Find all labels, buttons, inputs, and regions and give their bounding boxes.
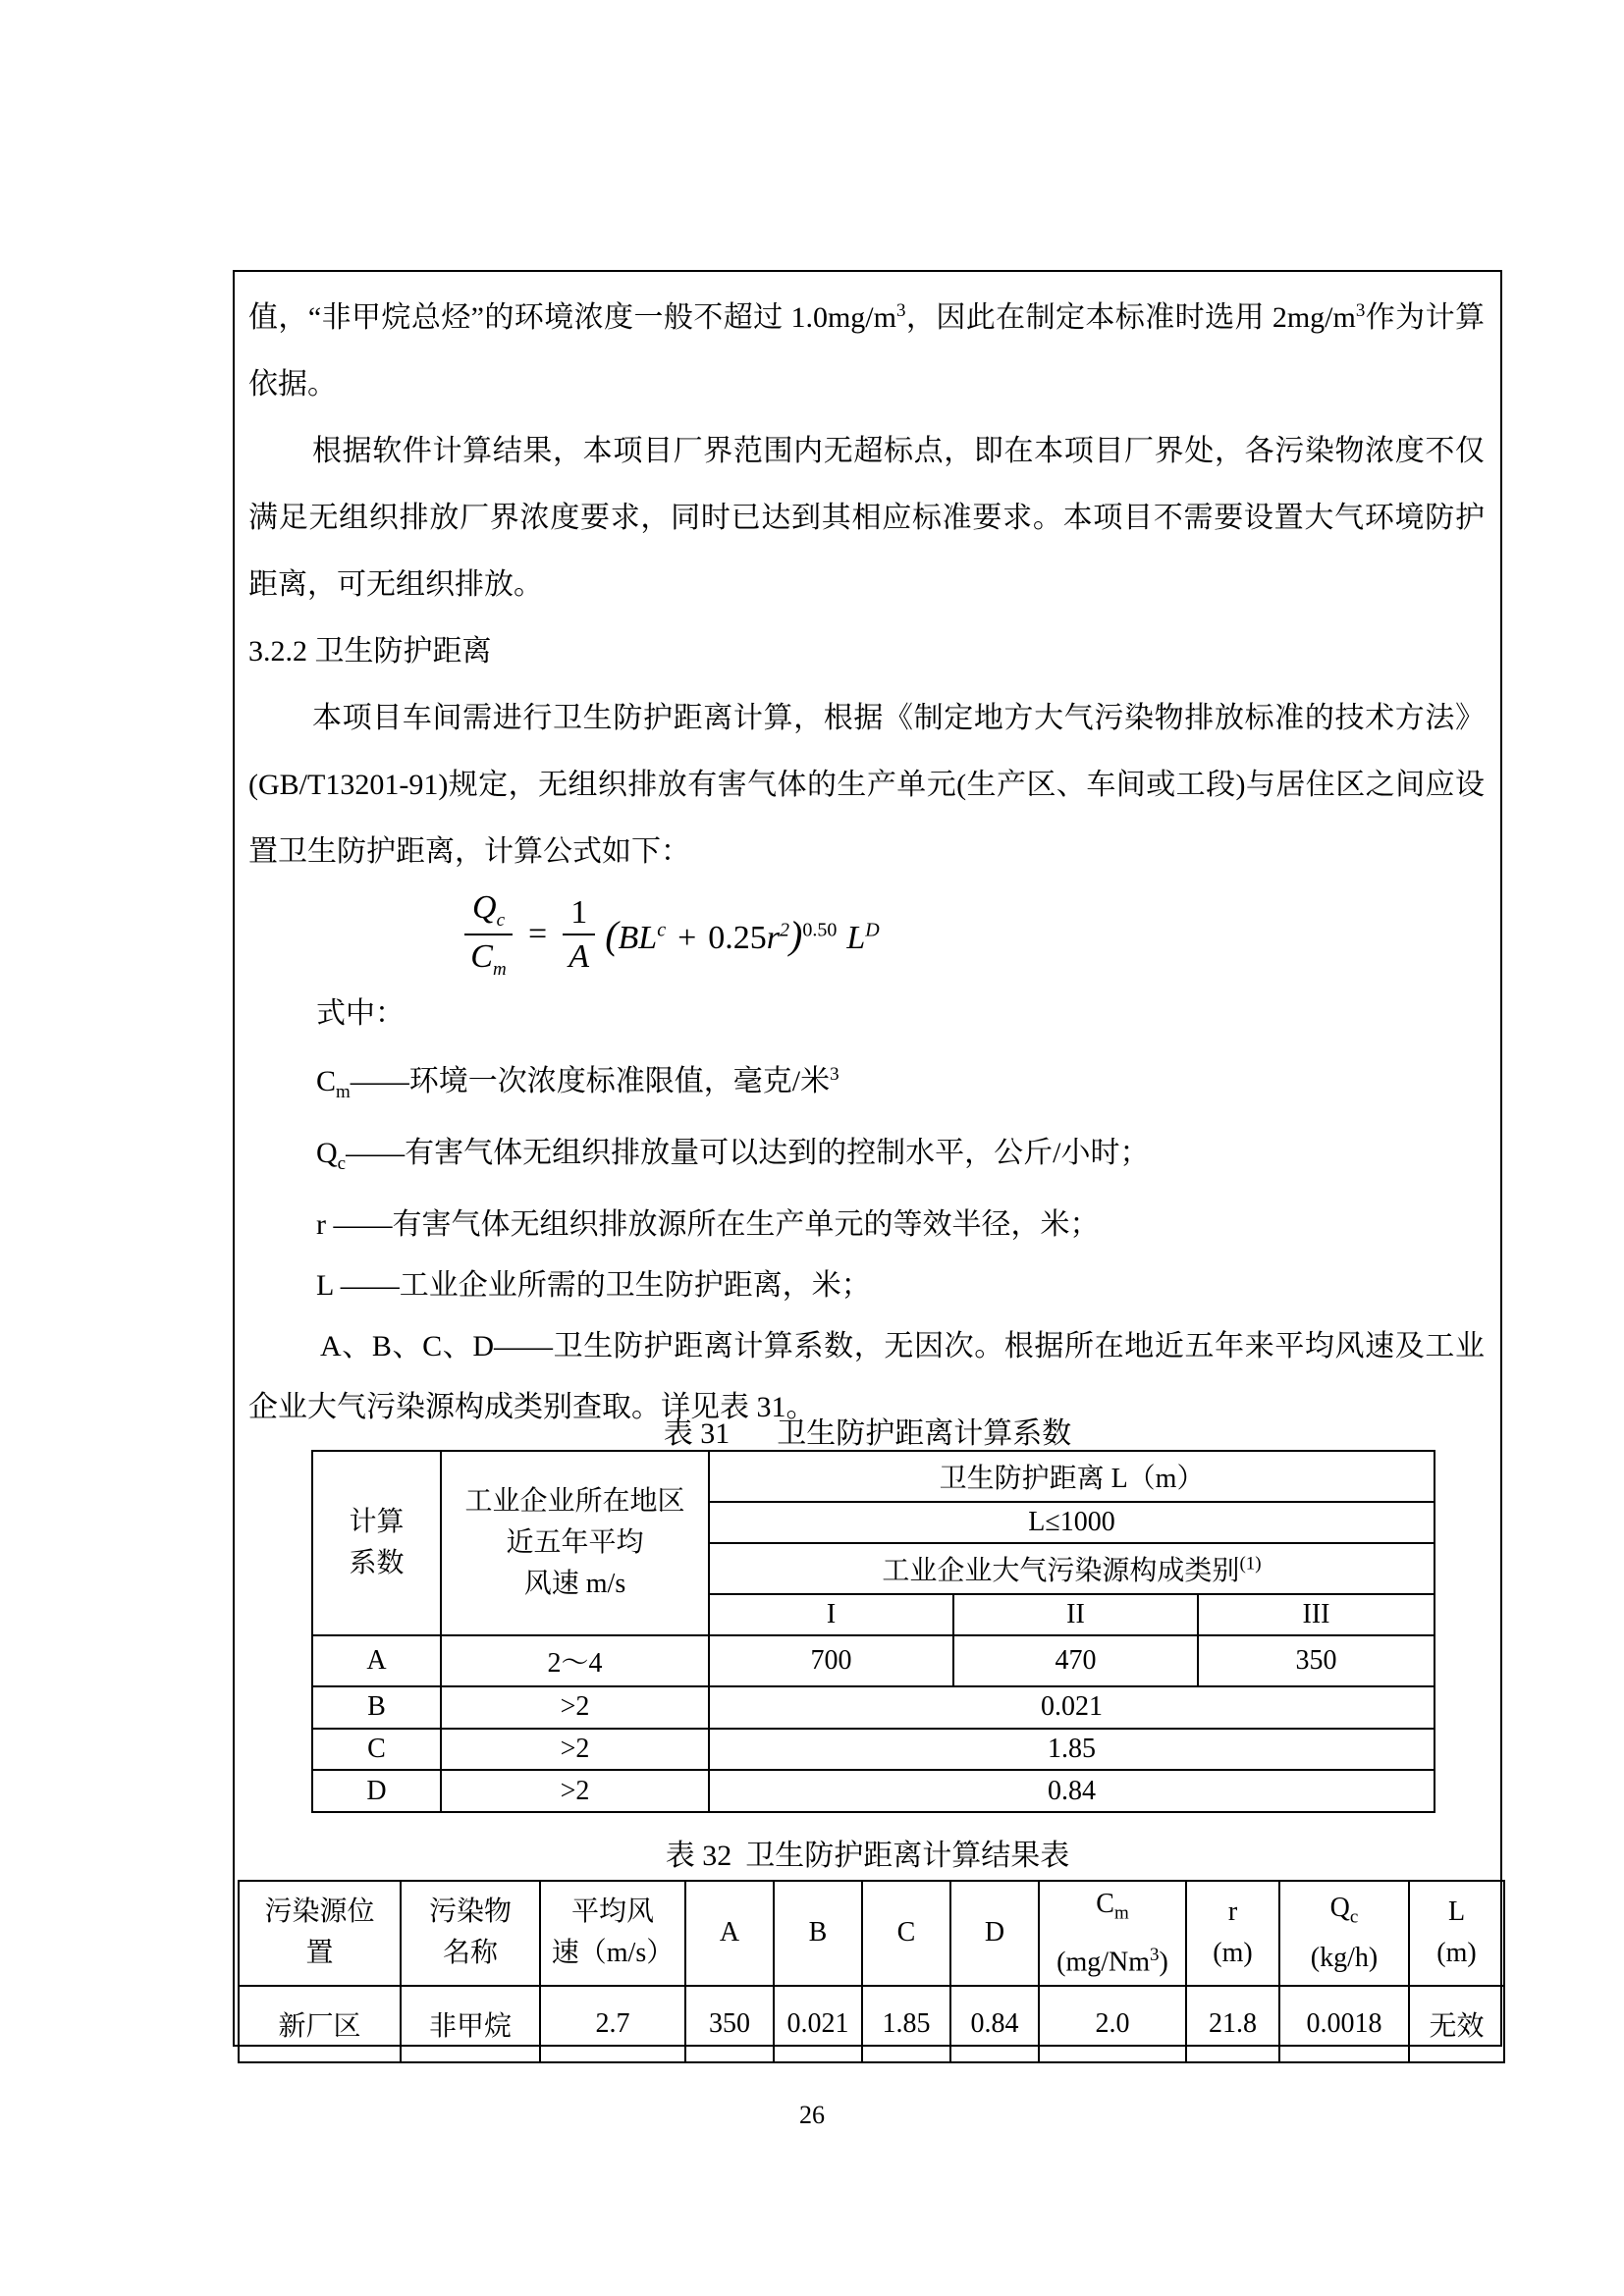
category-II: II bbox=[953, 1594, 1198, 1636]
open-paren: ( bbox=[605, 912, 619, 957]
superscript-cubed: 3 bbox=[895, 300, 906, 321]
close-paren: ) bbox=[789, 912, 803, 957]
wind-line1: 工业企业所在地区 bbox=[464, 1486, 685, 1518]
category-I: I bbox=[709, 1594, 953, 1636]
header-source: 污染源位 置 bbox=[239, 1881, 401, 1986]
superscript-cubed: 3 bbox=[830, 1064, 839, 1085]
definition-cm bbox=[316, 1044, 1485, 1123]
formula-equals-sign: = bbox=[528, 916, 548, 952]
definition-qc bbox=[316, 1123, 1485, 1195]
header-qc: $Q_c$ (kg/h) bbox=[1279, 1881, 1409, 1986]
formula-rhs-fraction bbox=[563, 893, 595, 976]
symbol-qc: Q bbox=[316, 1137, 338, 1169]
table32-caption bbox=[235, 1835, 1500, 1878]
table-31-coefficients bbox=[311, 1450, 1435, 1813]
table32-header-row bbox=[239, 1881, 1504, 1986]
header-l: L (m) bbox=[1409, 1881, 1504, 1986]
value-A-II: 470 bbox=[953, 1635, 1198, 1686]
table31-caption-title: 卫生防护距离计算系数 bbox=[777, 1417, 1072, 1450]
symbol-qc-sub: c bbox=[337, 1153, 347, 1174]
definition-l-text: ——工业企业所需的卫生防护距离，米； bbox=[333, 1269, 871, 1302]
cell-qc: 0.0018 bbox=[1279, 1986, 1409, 2062]
paragraph1-part3: 作为计算依据。 bbox=[248, 301, 1485, 400]
value-A-I: 700 bbox=[709, 1635, 953, 1686]
formula-expression bbox=[605, 912, 880, 958]
cell-source: 新厂区 bbox=[239, 1986, 401, 2062]
table-32-results bbox=[238, 1880, 1505, 2063]
header-pollutant: 污染物 名称 bbox=[401, 1881, 540, 1986]
coef-C: C bbox=[312, 1729, 441, 1771]
formula-term-bl: BL bbox=[618, 919, 658, 956]
paragraph1-part1: 值，“非甲烷总烃”的环境浓度一般不超过 1.0mg/m bbox=[248, 301, 896, 334]
plus-sign: + bbox=[677, 919, 697, 956]
corner-line1: 计算 bbox=[349, 1507, 405, 1538]
coef-A: A bbox=[312, 1635, 441, 1686]
formula-q-symbol: Q bbox=[472, 889, 497, 927]
table31-header-row-1 bbox=[312, 1451, 1435, 1502]
header-windspeed: 平均风 速（m/s） bbox=[540, 1881, 685, 1986]
wind-line2: 近五年平均 bbox=[506, 1527, 644, 1559]
paragraph-standard-basis bbox=[248, 278, 1485, 418]
symbol-cm-sub: m bbox=[336, 1082, 351, 1102]
category-III: III bbox=[1198, 1594, 1435, 1636]
table31-span-header-l1000: L≤1000 bbox=[709, 1502, 1435, 1544]
paragraph-coefficients: A、B、C、D——卫生防护距离计算系数，无因次。根据所在地近五年来平均风速及工业企业大气污染源构成类别查取。详见表 31。 bbox=[248, 1330, 1485, 1423]
cell-l: 无效 bbox=[1409, 1986, 1504, 2062]
definition-l bbox=[316, 1255, 1485, 1316]
formula-outer-exponent: 0.50 bbox=[802, 919, 838, 941]
section-heading-322: 3.2.2 卫生防护距离 bbox=[248, 635, 492, 667]
value-A-III: 350 bbox=[1198, 1635, 1435, 1686]
cell-D: 0.84 bbox=[950, 1986, 1039, 2062]
cell-cm: 2.0 bbox=[1039, 1986, 1186, 2062]
table31-row-B bbox=[312, 1686, 1435, 1729]
formula-lhs-fraction bbox=[464, 888, 513, 980]
paragraph1-part2: ，因此在制定本标准时选用 2mg/m bbox=[905, 301, 1356, 334]
formula-term-r: r bbox=[766, 919, 781, 956]
wind-C: >2 bbox=[441, 1729, 709, 1771]
table31-windspeed-header bbox=[441, 1451, 709, 1635]
wind-B: >2 bbox=[441, 1686, 709, 1729]
paragraph-method: 本项目车间需进行卫生防护距离计算，根据《制定地方大气污染物排放标准的技术方法》(GB/T13201-91)规定，无组织排放有害气体的生产单元(生产区、车间或工段)与居住区之间应设置卫生防护距离，计算公式如下： bbox=[248, 702, 1485, 868]
definition-qc-text: ——有害气体无组织排放量可以达到的控制水平，公斤/小时； bbox=[346, 1137, 1150, 1169]
definition-r-text: ——有害气体无组织排放源所在生产单元的等效半径，米； bbox=[326, 1208, 1100, 1241]
value-D: 0.84 bbox=[709, 1770, 1435, 1812]
formula-c-symbol: C bbox=[470, 938, 493, 975]
header-A: A bbox=[685, 1881, 774, 1986]
symbol-cm: C bbox=[316, 1065, 337, 1097]
header-r: r (m) bbox=[1186, 1881, 1279, 1986]
cell-r: 21.8 bbox=[1186, 1986, 1279, 2062]
coef-B: B bbox=[312, 1686, 441, 1729]
table31-caption-label: 表 31 bbox=[663, 1417, 731, 1450]
symbol-l: L bbox=[316, 1269, 334, 1302]
page-number: 26 bbox=[799, 2101, 825, 2129]
table31-row-C bbox=[312, 1729, 1435, 1771]
header-cm: $C_m$ (mg/Nm$^3$) bbox=[1039, 1881, 1186, 1986]
superscript-cubed: 3 bbox=[1355, 300, 1366, 321]
table32-caption-label: 表 32 bbox=[665, 1840, 732, 1872]
header-B: B bbox=[774, 1881, 862, 1986]
table31-row-D bbox=[312, 1770, 1435, 1812]
table31-span-header-category bbox=[709, 1543, 1435, 1594]
content-border-box bbox=[233, 270, 1502, 2047]
formula-a-symbol: A bbox=[568, 938, 590, 975]
category-footnote-marker: (1) bbox=[1239, 1553, 1262, 1575]
wind-line3: 风速 m/s bbox=[523, 1569, 626, 1600]
formula-exp-d: D bbox=[865, 919, 880, 941]
corner-line2: 系数 bbox=[349, 1548, 405, 1579]
formula-term-coef: 0.25 bbox=[708, 919, 767, 956]
cell-windspeed: 2.7 bbox=[540, 1986, 685, 2062]
category-header-text: 工业企业大气污染源构成类别 bbox=[882, 1556, 1240, 1587]
formula-q-subscript: c bbox=[496, 910, 505, 932]
definition-r bbox=[316, 1195, 1485, 1255]
definition-cm-text: ——环境一次浓度标准限值，毫克/米 bbox=[350, 1065, 831, 1097]
cell-pollutant: 非甲烷 bbox=[401, 1986, 540, 2062]
table31-row-A bbox=[312, 1635, 1435, 1686]
table32-data-row bbox=[239, 1986, 1504, 2062]
formula-one: 1 bbox=[570, 893, 588, 931]
header-D: D bbox=[950, 1881, 1039, 1986]
cell-C: 1.85 bbox=[862, 1986, 950, 2062]
text-flow bbox=[235, 272, 1500, 1438]
cell-A: 350 bbox=[685, 1986, 774, 2062]
cell-B: 0.021 bbox=[774, 1986, 862, 2062]
where-label: 式中： bbox=[316, 997, 405, 1030]
coef-D: D bbox=[312, 1770, 441, 1812]
formula-exp-c: c bbox=[657, 919, 667, 941]
table31-corner-cell bbox=[312, 1451, 441, 1635]
formula-exp-2: 2 bbox=[780, 919, 790, 941]
symbol-r: r bbox=[316, 1208, 326, 1241]
formula-protection-distance bbox=[464, 885, 1485, 984]
paragraph-boundary-result: 根据软件计算结果，本项目厂界范围内无超标点，即在本项目厂界处，各污染物浓度不仅满足无组织排放厂界浓度要求，同时已达到其相应标准要求。本项目不需要设置大气环境防护距离，可无组织排放。 bbox=[248, 435, 1485, 601]
wind-D: >2 bbox=[441, 1770, 709, 1812]
table32-caption-title: 卫生防护距离计算结果表 bbox=[745, 1840, 1070, 1872]
header-C: C bbox=[862, 1881, 950, 1986]
formula-l-symbol: L bbox=[846, 919, 866, 956]
value-B: 0.021 bbox=[709, 1686, 1435, 1729]
value-C: 1.85 bbox=[709, 1729, 1435, 1771]
formula-c-subscript: m bbox=[492, 958, 507, 980]
table31-span-header-distance: 卫生防护距离 L（m） bbox=[709, 1451, 1435, 1502]
wind-A: 2～4 bbox=[441, 1635, 709, 1686]
